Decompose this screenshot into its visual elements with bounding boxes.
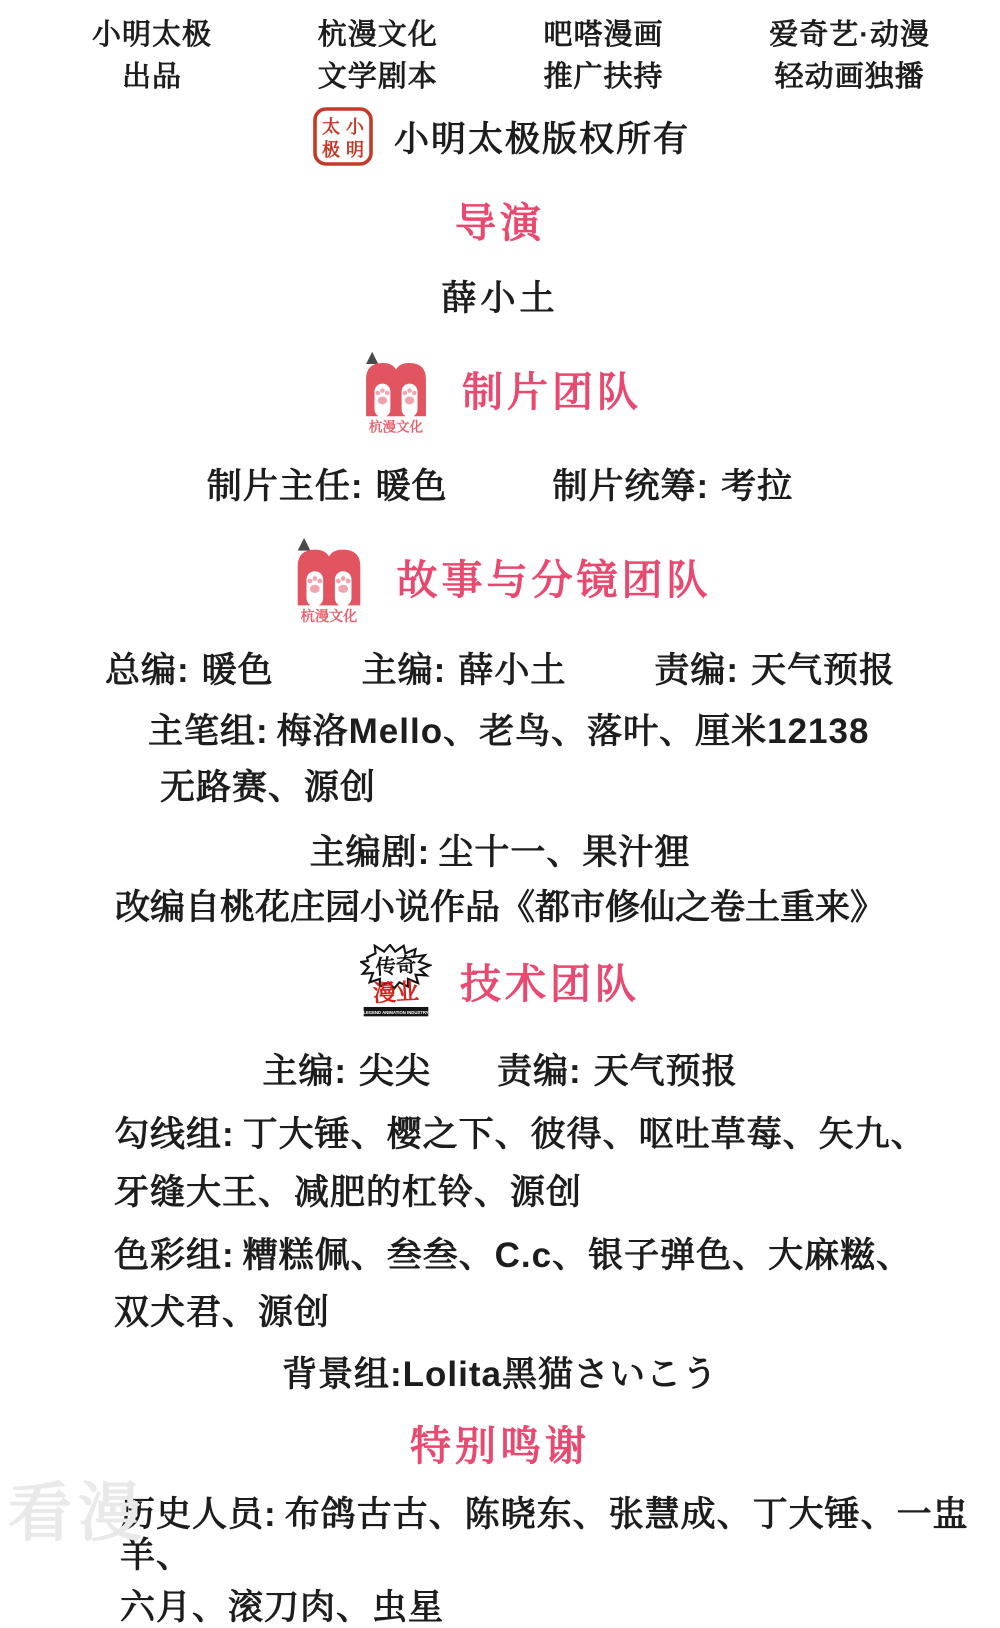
credit-line: 吧嗒漫画 <box>543 19 664 51</box>
production-heading: 制片团队 <box>462 368 642 415</box>
tech-title-row <box>0 944 1000 1024</box>
credit-line: 出品 <box>122 61 183 94</box>
group-members: Lolita黑猫さいこう <box>402 1354 718 1394</box>
role-label: 主编: <box>361 651 447 691</box>
role-value: 考拉 <box>721 467 794 507</box>
svg-text:太: 太 <box>321 117 340 138</box>
director-heading: 导演 <box>455 200 545 247</box>
role-value: 暖色 <box>375 467 448 507</box>
thanks-line1 <box>0 1494 1000 1577</box>
tech-heading: 技术团队 <box>460 960 640 1007</box>
story-heading: 故事与分镜团队 <box>396 556 712 603</box>
svg-text:漫业: 漫业 <box>372 978 420 1007</box>
thanks-line2: 六月、滚刀肉、虫星 <box>120 1587 445 1627</box>
svg-text:极: 极 <box>321 140 340 161</box>
svg-text:LEGEND ANIMATION INDUSTRY: LEGEND ANIMATION INDUSTRY <box>363 1010 429 1016</box>
role-label: 总编: <box>104 651 190 691</box>
group-label: 主笔组: <box>148 712 269 752</box>
group-members: 尘十一、果汁狸 <box>438 832 691 872</box>
tech-roles <box>0 1044 1000 1094</box>
story-roles <box>0 643 1000 693</box>
group-label: 历史人员: <box>120 1495 277 1535</box>
hanman-culture-logo-icon <box>289 535 369 625</box>
role-label: 责编: <box>497 1052 582 1092</box>
background-group-line <box>0 1354 1000 1395</box>
group-label: 色彩组: <box>114 1236 235 1276</box>
role-production-director <box>207 459 448 509</box>
copyright-row <box>0 106 1000 168</box>
credit-line: 小明太极 <box>92 19 213 51</box>
credit-line: 推广扶持 <box>543 61 664 94</box>
group-label: 勾线组: <box>114 1115 235 1155</box>
credit-line: 轻动画独播 <box>774 61 925 94</box>
role-production-coordinator <box>553 459 794 509</box>
svg-text:传奇: 传奇 <box>374 954 418 980</box>
pen-group-line2: 无路赛、源创 <box>160 767 377 807</box>
svg-text:明: 明 <box>345 140 364 161</box>
director-name: 薛小土 <box>441 279 559 319</box>
top-credits-row <box>0 0 1000 98</box>
role-label: 制片主任: <box>206 467 364 507</box>
story-title-row <box>0 535 1000 625</box>
production-title-row <box>0 349 1000 435</box>
role-duty-editor <box>654 643 895 693</box>
credit-col-broadcast <box>769 14 930 98</box>
xiaoming-taiji-seal-icon <box>310 106 376 168</box>
role-value: 暖色 <box>201 651 274 691</box>
role-label: 主编: <box>262 1052 347 1092</box>
ink-group-line1 <box>0 1114 1000 1155</box>
group-members: 布鸽古古、陈晓东、张慧成、丁大锤、一盅羊、 <box>120 1495 969 1576</box>
role-tech-duty-editor <box>497 1044 738 1094</box>
color-group-line2: 双犬君、源创 <box>114 1293 331 1333</box>
svg-text:杭漫文化: 杭漫文化 <box>368 419 424 435</box>
credit-col-promotion <box>544 14 664 98</box>
svg-text:杭漫文化: 杭漫文化 <box>300 609 357 626</box>
adaptation-line: 改编自桃花庄园小说作品《都市修仙之卷土重来》 <box>114 888 885 928</box>
role-value: 薛小土 <box>458 651 567 691</box>
credit-line: 爱奇艺·动漫 <box>769 19 930 51</box>
screenwriter-line <box>0 832 1000 873</box>
kanman-watermark: 看漫 <box>8 1477 148 1549</box>
role-value: 天气预报 <box>750 651 895 691</box>
credit-col-script <box>318 14 438 98</box>
role-label: 制片统筹: <box>552 467 710 507</box>
group-members: 丁大锤、樱之下、彼得、呕吐草莓、矢九、 <box>242 1115 927 1155</box>
ink-group-line2: 牙缝大王、减肥的杠铃、源创 <box>114 1172 583 1212</box>
credit-line: 文学剧本 <box>317 61 438 94</box>
group-members: 梅洛Mello、老鸟、落叶、厘米12138 <box>276 712 870 752</box>
role-main-editor <box>362 643 567 693</box>
group-label: 背景组: <box>282 1354 403 1394</box>
legend-comics-logo-icon <box>360 944 432 1024</box>
role-label: 责编: <box>654 651 739 691</box>
credit-col-producer <box>92 14 212 98</box>
hanman-culture-logo-icon <box>358 349 434 435</box>
role-tech-main-editor <box>262 1044 431 1094</box>
credit-line: 杭漫文化 <box>317 19 438 51</box>
copyright-text: 小明太极版权所有 <box>393 120 690 160</box>
pen-group-line1 <box>0 711 1000 752</box>
role-chief-editor <box>105 643 274 693</box>
group-members: 糟糕佩、叁叁、C.c、银子弹色、大麻糍、 <box>242 1236 913 1276</box>
group-label: 主编剧: <box>309 832 431 872</box>
role-value: 天气预报 <box>593 1052 738 1092</box>
role-value: 尖尖 <box>358 1052 431 1092</box>
production-roles <box>0 459 1000 509</box>
color-group-line1 <box>0 1235 1000 1276</box>
thanks-heading: 特别鸣谢 <box>410 1422 590 1469</box>
svg-text:小: 小 <box>345 117 364 138</box>
